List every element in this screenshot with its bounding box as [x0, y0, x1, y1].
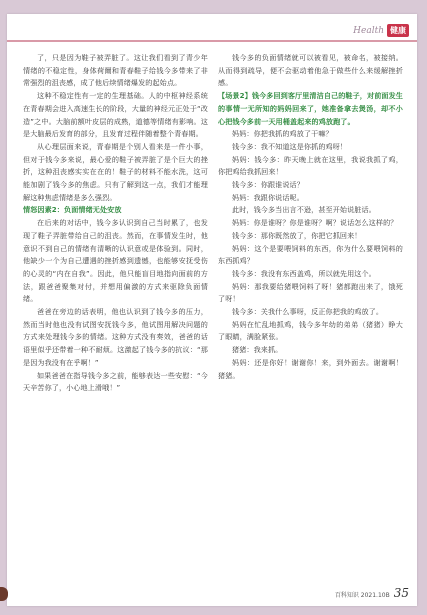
journal-name: 百科知识 2021.10B [334, 592, 390, 599]
paragraph: 这种不稳定性有一定的生理基础。人的中枢神经系统在青春期会进入高速生长的阶段，大量的神经元正处于“改造”之中。大脑前额叶皮层的成熟，道德等情绪有影响。这是大脑最后发育的部分，且发育过程伴随着整个青春期。 [23, 91, 208, 139]
dialog-line: 妈妈：你是谁呀？你是谁呀？啊？说话怎么这样的？ [232, 218, 398, 228]
paragraph: 了，只是因为鞋子被弄脏了。这让我们看到了青少年情绪的不稳定性，身体荷爾和青春鞋子给钱今多带来了非常强烈的沮丧感，成了他后续情绪爆发的起始点。 [23, 53, 208, 88]
dialog-line: 钱今多：关我什么事呀，反正你把我的鸡放了。 [232, 307, 384, 317]
dialog-line: 妈妈：钱今多：昨天晚上就在这里，我说我抓了鸡，你把鸡给我抓回来！ [218, 154, 403, 177]
paragraph: 爸爸在旁边的话表明，他也认识到了钱今多的压力，然而当时他也没有试图安抚钱今多，他试图用解决问题的方式来处理钱今多的情绪。这种方式没有奏效，爸爸的话语里似乎还带着一种不耐烦。这激起了钱今多的抗议：“那是因为我没有在乎啊！” [23, 307, 208, 367]
section-name-en: Health [353, 25, 384, 36]
dialog-line: 妈妈：那我要给猪喂饲料了呀！猪都跑出来了，饿死了呀！ [218, 281, 403, 304]
scene-heading: 【场景2】钱今多回到客厅里清洁自己的鞋子，对前面发生的事情一无所知的妈妈回来了，她准备拿去煲汤，却不小心把钱今多前一天用桶盖起来的鸡放跑了。 [218, 91, 403, 126]
dialog-line: 猪猪：我来抓。 [232, 345, 283, 355]
paragraph: 从心理层面来说，青春期是个别人看来是一件小事，但对于钱今多来说，最心爱的鞋子被弄脏了是个巨大的挫折，这种沮丧感实实在在的！鞋子的材料不能水洗，这可能加剧了钱今多的焦虑。只有了解到这一点，我们才能理解这种焦虑情绪是多么强烈。 [23, 141, 208, 202]
dialog-line: 钱今多：我不知道这是你抓的鸡呀！ [232, 141, 348, 151]
page-footer [335, 586, 409, 600]
section-header [353, 24, 409, 37]
dialog-line: 钱今多：我没有东西盖鸡，所以就先用这个。 [232, 268, 376, 278]
left-column [23, 52, 208, 395]
dialog-line: 钱今多：那你既然放了，你把它抓回来！ [232, 230, 362, 240]
header-divider [7, 40, 417, 42]
dialog-line: 妈妈：你把我抓的鸡放了干嘛？ [232, 129, 333, 139]
right-column [218, 52, 403, 382]
paragraph: 如果爸爸在指导钱今多之前，能够表达一些安慰：“今天辛苦你了，小心地上滑哦！” [23, 370, 208, 393]
paragraph: 钱今多的负面情绪就可以被看见，被命名，被接纳。从而得到疏导，便不会驱动着他急于做些什么来缓解挫折感。 [218, 53, 403, 88]
paragraph: 在后来的对话中，钱今多认识到自己当时累了，也发现了鞋子弄脏带给自己的沮丧。然而，在事情发生时，他意识不到自己的情绪有清晰的认识意或是体验到。同时，他缺少一个为自己遭遇的挫折感到遗憾，也能够安抚受伤的心灵的“内在自我”。因此，他只能盲目地指向面前的方法，跟爸爸聚集对付，并想用偏激的方式来驱除负面情绪。 [23, 218, 208, 304]
dialog-line: 妈妈：我跟你说话呢。 [232, 192, 304, 202]
dialog-line: 此时，钱今多当出言不逊，甚至开始说脏话。 [232, 205, 376, 215]
section-heading: 情怒因素2：负面情绪无处安放 [23, 205, 122, 215]
magazine-page [7, 14, 417, 606]
dialog-line: 妈妈：这个是要喂饲料的东西，你为什么要喂饲料的东西抓鸡？ [218, 243, 403, 266]
page-number: 35 [393, 586, 409, 600]
dialog-line: 妈妈在忙乱地抓鸡，钱今多年幼的弟弟（猪猪）睁大了眼睛，满脸紧张。 [218, 319, 403, 342]
section-name-cn: 健康 [387, 24, 409, 37]
dialog-line: 钱今多：你跟谁说话？ [232, 180, 304, 190]
dialog-line: 妈妈：还是你好！谢谢你！来，到外面去。谢谢啊！猪猪。 [218, 357, 403, 380]
